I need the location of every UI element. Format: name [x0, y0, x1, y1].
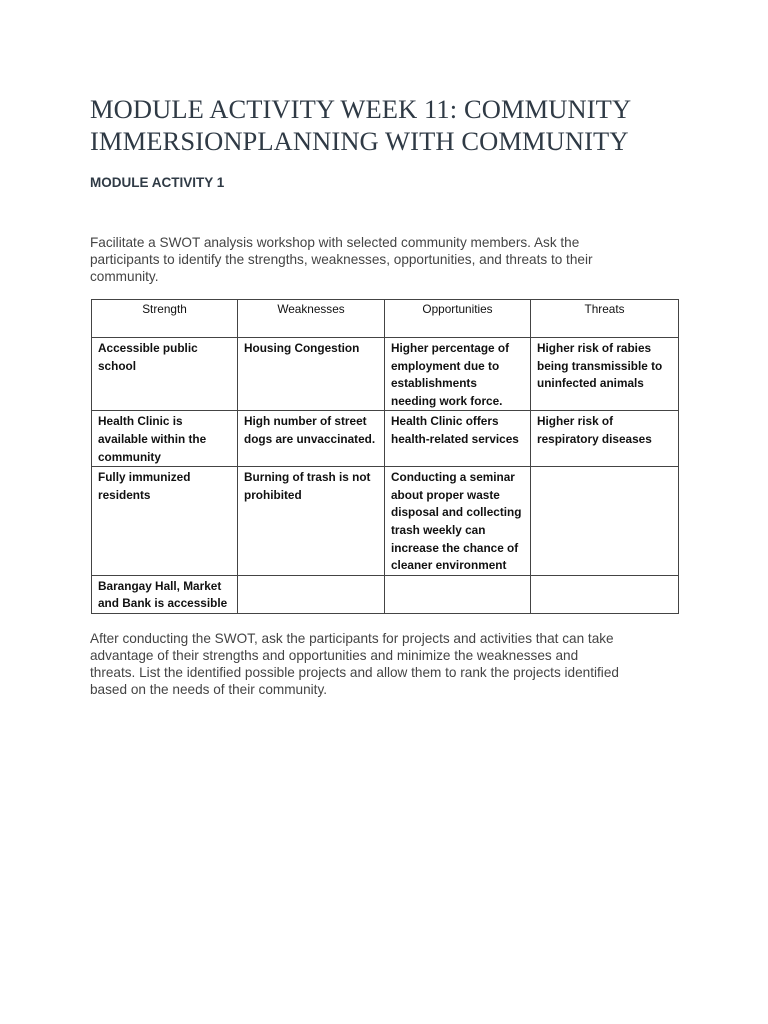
intro-paragraph [90, 234, 690, 285]
table-cell: Barangay Hall, Market and Bank is accessible [92, 575, 238, 613]
table-cell: Higher percentage of employment due to establishments needing work force. [385, 338, 531, 411]
table-cell: Health Clinic is available within the community [92, 411, 238, 467]
header-threats: Threats [531, 300, 679, 338]
closing-line: based on the needs of their community. [90, 682, 328, 697]
table-row [92, 338, 679, 411]
closing-line: advantage of their strengths and opportunities and minimize the weaknesses and [90, 648, 579, 663]
table-row [92, 467, 679, 576]
table-cell [531, 575, 679, 613]
document-title [90, 93, 710, 157]
table-cell: High number of street dogs are unvaccinated. [238, 411, 385, 467]
intro-line: participants to identify the strengths, weaknesses, opportunities, and threats to their [90, 252, 593, 267]
closing-line: After conducting the SWOT, ask the participants for projects and activities that can take [90, 631, 614, 646]
header-weaknesses: Weaknesses [238, 300, 385, 338]
header-opportunities: Opportunities [385, 300, 531, 338]
table-cell: Accessible public school [92, 338, 238, 411]
table-cell: Fully immunized residents [92, 467, 238, 576]
swot-table [91, 299, 679, 614]
table-row [92, 411, 679, 467]
table-header-row [92, 300, 679, 338]
closing-line: threats. List the identified possible projects and allow them to rank the projects identified [90, 665, 619, 680]
table-cell [385, 575, 531, 613]
closing-paragraph [90, 630, 690, 698]
header-strength: Strength [92, 300, 238, 338]
table-cell: Health Clinic offers health-related services [385, 411, 531, 467]
table-cell: Higher risk of respiratory diseases [531, 411, 679, 467]
intro-line: Facilitate a SWOT analysis workshop with selected community members. Ask the [90, 235, 580, 250]
title-line: IMMERSIONPLANNING WITH COMMUNITY [90, 126, 629, 156]
table-cell: Higher risk of rabies being transmissible to uninfected animals [531, 338, 679, 411]
title-line: MODULE ACTIVITY WEEK 11: COMMUNITY [90, 94, 632, 124]
table-cell: Housing Congestion [238, 338, 385, 411]
table-row [92, 575, 679, 613]
table-cell: Conducting a seminar about proper waste disposal and collecting trash weekly can increase the chance of cleaner environment [385, 467, 531, 576]
table-cell: Burning of trash is not prohibited [238, 467, 385, 576]
section-heading: MODULE ACTIVITY 1 [90, 175, 225, 190]
table-cell [238, 575, 385, 613]
table-cell [531, 467, 679, 576]
intro-line: community. [90, 269, 159, 284]
